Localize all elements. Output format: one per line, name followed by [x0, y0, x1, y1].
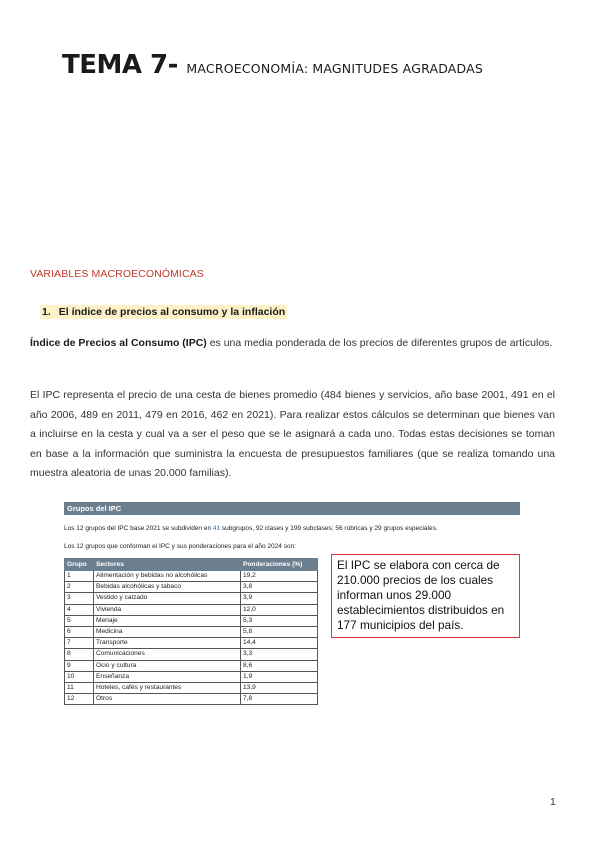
page-title — [62, 50, 483, 80]
figure-intro-post: subgrupos, 92 clases y 199 subclases; 56 rúbricas y 29 grupos especiales. — [220, 525, 438, 532]
cell-weight: 19,2 — [241, 571, 318, 582]
figure-intro-line — [64, 525, 438, 532]
cell-group: 2 — [65, 582, 94, 593]
cell-weight: 12,0 — [241, 604, 318, 615]
cell-group: 10 — [65, 671, 94, 682]
cell-sector: Ocio y cultura — [94, 660, 241, 671]
title-main: TEMA 7- — [62, 50, 178, 80]
title-subtitle: MACROECONOMÍA: MAGNITUDES AGRADADAS — [186, 61, 484, 76]
cell-weight: 3,9 — [241, 593, 318, 604]
ipc-definition-text: es una media ponderada de los precios de diferentes grupos de artículos. — [206, 337, 553, 349]
cell-group: 9 — [65, 660, 94, 671]
cell-group: 6 — [65, 626, 94, 637]
cell-group: 5 — [65, 615, 94, 626]
table-row — [65, 582, 318, 593]
figure-intro-pre: Los 12 grupos del IPC base 2021 se subdividen en — [64, 525, 213, 532]
table-row — [65, 626, 318, 637]
cell-weight: 14,4 — [241, 638, 318, 649]
table-row — [65, 671, 318, 682]
column-header-weights: Ponderaciones (%) — [241, 559, 318, 571]
section-heading: VARIABLES MACROECONÓMICAS — [30, 268, 204, 280]
cell-weight: 3,3 — [241, 649, 318, 660]
heading-text: El índice de precios al consumo y la inflación — [58, 306, 286, 318]
cell-sector: Hoteles, cafés y restaurantes — [94, 682, 241, 693]
heading-number: 1. — [42, 306, 51, 318]
table-row — [65, 694, 318, 705]
paragraph-ipc-definition — [30, 334, 555, 354]
cell-group: 1 — [65, 571, 94, 582]
figure-subtitle-line: Los 12 grupos que conforman el IPC y sus ponderaciones para el año 2024 son: — [64, 543, 296, 550]
cell-weight: 13,9 — [241, 682, 318, 693]
cell-sector: Enseñanza — [94, 671, 241, 682]
cell-group: 11 — [65, 682, 94, 693]
cell-weight: 7,8 — [241, 694, 318, 705]
table-row — [65, 571, 318, 582]
ipc-groups-figure — [64, 502, 520, 722]
cell-group: 8 — [65, 649, 94, 660]
cell-sector: Vestido y calzado — [94, 593, 241, 604]
paragraph-ipc-explanation: El IPC representa el precio de una cesta de bienes promedio (484 bienes y servicios, año base 2001, 491 en el año 2006, 489 en 2011, 479 en 2016, 462 en 2021). Para realizar estos cálculos se determinan que bienes van a incluirse en la cesta y cual va a ser el peso que se le asignará a cada uno. Todas estas decisiones se toman en base a la información que suministra la encuesta de presupuestos familiares (que se realiza tomando una muestra aleatoria de unas 20.000 familias). — [30, 389, 555, 479]
table-header-row — [65, 559, 318, 571]
cell-sector: Alimentación y bebidas no alcohólicas — [94, 571, 241, 582]
ipc-term: Índice de Precios al Consumo (IPC) — [30, 337, 207, 349]
cell-sector: Menaje — [94, 615, 241, 626]
column-header-group: Grupo — [65, 559, 94, 571]
cell-weight: 8,6 — [241, 660, 318, 671]
figure-intro-link[interactable]: 41 — [212, 525, 221, 532]
table-row — [65, 649, 318, 660]
cell-weight: 5,8 — [241, 626, 318, 637]
table-row — [65, 604, 318, 615]
cell-sector: Medicina — [94, 626, 241, 637]
figure-header: Grupos del IPC — [64, 502, 520, 515]
page-number: 1 — [550, 796, 556, 808]
cell-sector: Comunicaciones — [94, 649, 241, 660]
table-row — [65, 615, 318, 626]
cell-sector: Transporte — [94, 638, 241, 649]
table-row — [65, 638, 318, 649]
cell-weight: 3,8 — [241, 582, 318, 593]
cell-weight: 5,3 — [241, 615, 318, 626]
table-row — [65, 682, 318, 693]
cell-weight: 1,9 — [241, 671, 318, 682]
column-header-sectors: Sectores — [94, 559, 241, 571]
cell-group: 4 — [65, 604, 94, 615]
cell-sector: Bebidas alcohólicas y tabaco — [94, 582, 241, 593]
cell-group: 12 — [65, 694, 94, 705]
cell-sector: Vivienda — [94, 604, 241, 615]
cell-sector: Otros — [94, 694, 241, 705]
cell-group: 3 — [65, 593, 94, 604]
numbered-heading — [40, 305, 287, 319]
table-row — [65, 660, 318, 671]
ipc-groups-table — [64, 558, 318, 705]
ipc-info-box: El IPC se elabora con cerca de 210.000 precios de los cuales informan unos 29.000 establecimientos distribuidos en 177 municipios del país. — [331, 554, 520, 638]
cell-group: 7 — [65, 638, 94, 649]
table-row — [65, 593, 318, 604]
